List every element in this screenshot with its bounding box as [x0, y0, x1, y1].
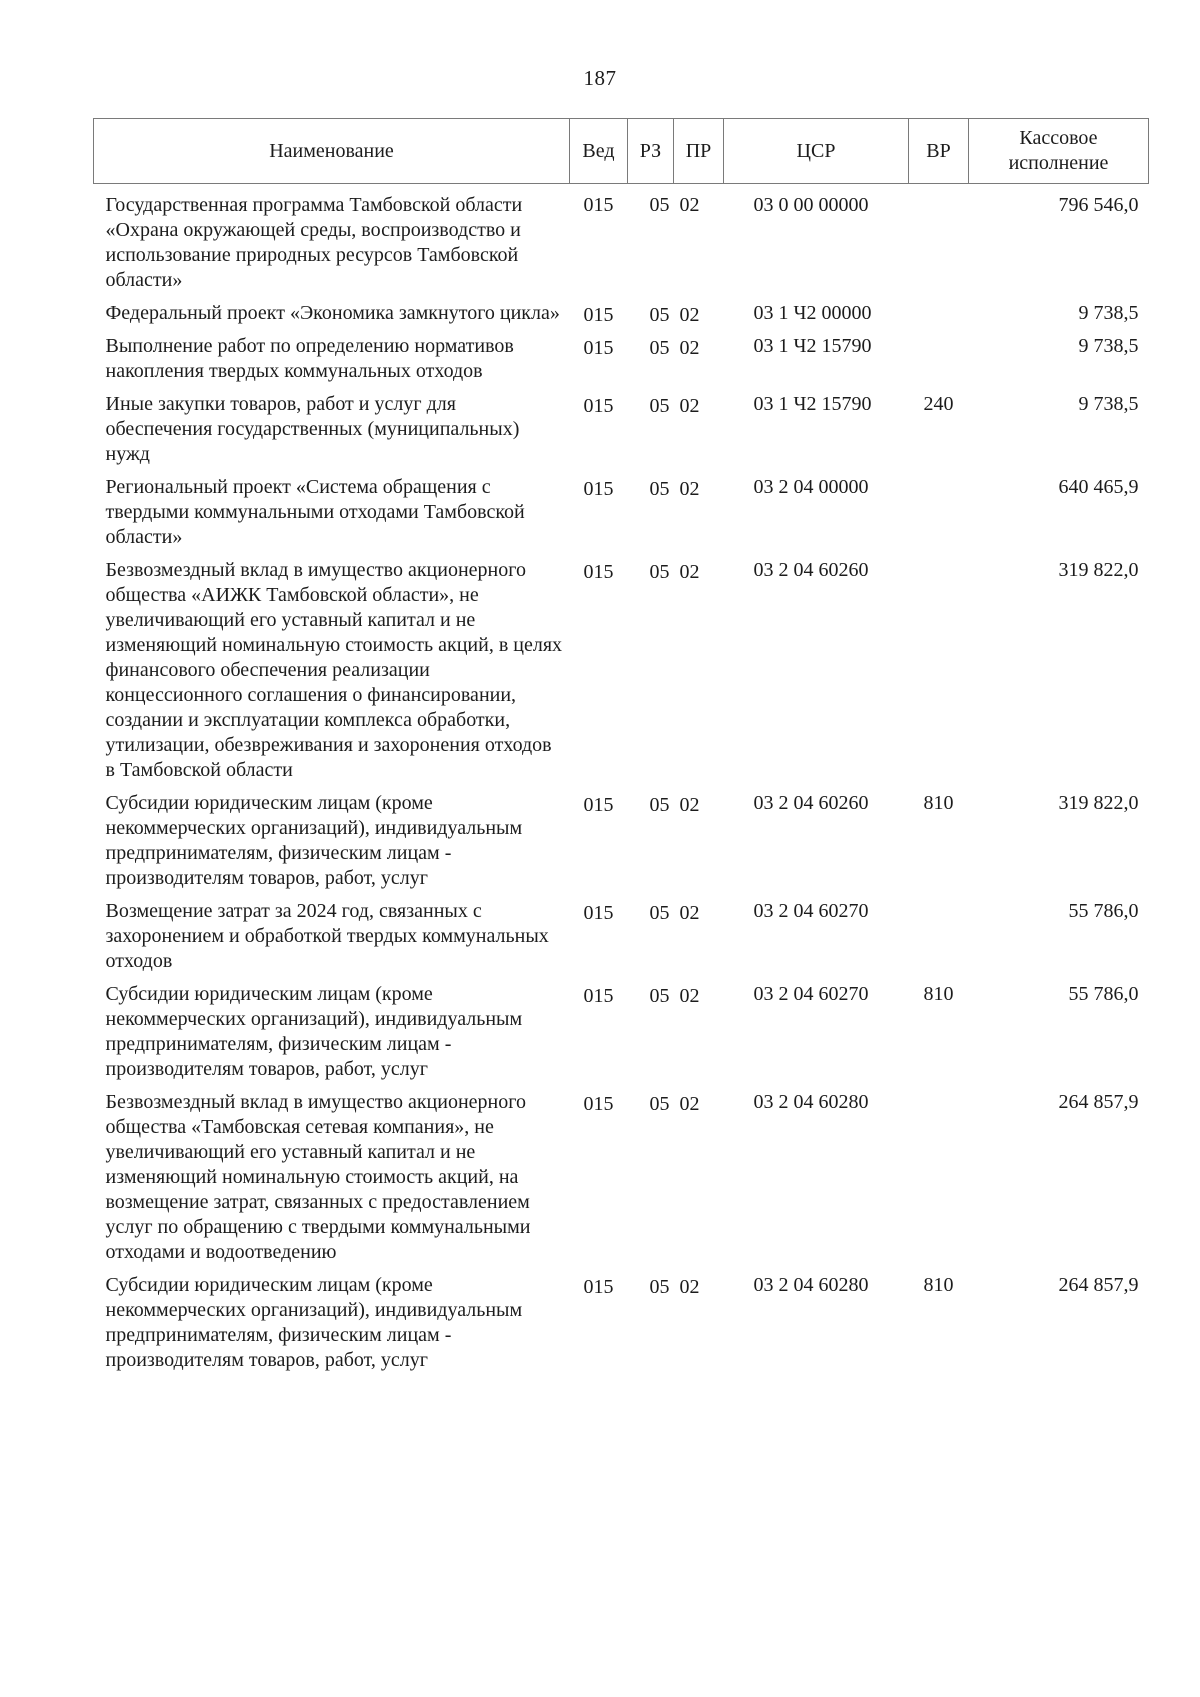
row-pr: 02	[679, 194, 700, 216]
row-pr: 02	[679, 1276, 700, 1298]
row-pr: 02	[679, 902, 700, 924]
row-vr: 240	[923, 393, 954, 415]
table-header	[94, 119, 1149, 184]
row-pr: 02	[679, 395, 700, 417]
header-csr: ЦСР	[724, 119, 909, 184]
row-csr: 03 2 04 00000	[753, 476, 869, 498]
header-name: Наименование	[94, 119, 570, 184]
row-ved: 015	[583, 478, 614, 500]
row-vr	[909, 899, 969, 982]
table-row	[94, 899, 1149, 982]
row-rz: 05	[649, 478, 670, 500]
row-ved: 015	[583, 304, 614, 326]
row-csr: 03 2 04 60270	[753, 983, 869, 1005]
row-name: Федеральный проект «Экономика замкнутого цикла»	[105, 302, 560, 324]
row-rz: 05	[649, 985, 670, 1007]
row-rz: 05	[649, 1093, 670, 1115]
row-cash-execution: 9 738,5	[1078, 393, 1139, 415]
row-cash-execution: 9 738,5	[1078, 302, 1139, 324]
table-row	[94, 982, 1149, 1090]
table-row	[94, 301, 1149, 334]
row-ved: 015	[583, 1093, 614, 1115]
table-row	[94, 392, 1149, 475]
row-ved: 015	[583, 194, 614, 216]
row-rz: 05	[649, 337, 670, 359]
row-ved: 015	[583, 985, 614, 1007]
row-pr: 02	[679, 1093, 700, 1115]
row-rz: 05	[649, 304, 670, 326]
header-cash-execution: Кассовое исполнение	[969, 119, 1149, 184]
header-rz: РЗ	[628, 119, 674, 184]
row-cash-execution: 264 857,9	[1058, 1091, 1139, 1113]
row-pr: 02	[679, 304, 700, 326]
row-csr: 03 1 Ч2 15790	[753, 393, 872, 415]
row-name: Субсидии юридическим лицам (кроме некоммерческих организаций), индивидуальным предпринимателям, физическим лицам - производителям товаров, работ, услуг	[105, 1274, 523, 1371]
row-rz: 05	[649, 561, 670, 583]
header-pr: ПР	[674, 119, 724, 184]
row-cash-execution: 55 786,0	[1068, 900, 1139, 922]
row-name: Субсидии юридическим лицам (кроме некоммерческих организаций), индивидуальным предпринимателям, физическим лицам - производителям товаров, работ, услуг	[105, 792, 523, 889]
row-ved: 015	[583, 337, 614, 359]
row-csr: 03 0 00 00000	[753, 194, 869, 216]
row-cash-execution: 319 822,0	[1058, 559, 1139, 581]
table-row	[94, 475, 1149, 558]
row-pr: 02	[679, 478, 700, 500]
row-cash-execution: 319 822,0	[1058, 792, 1139, 814]
row-cash-execution: 796 546,0	[1058, 194, 1139, 216]
row-cash-execution: 9 738,5	[1078, 335, 1139, 357]
row-name: Безвозмездный вклад в имущество акционерного общества «Тамбовская сетевая компания», не увеличивающий его уставный капитал и не изменяющий номинальную стоимость акций, на возмещение затрат, связанных с предоставлением услуг по обращению с твердыми коммунальными отходами и водоотведению	[105, 1091, 531, 1263]
row-name: Иные закупки товаров, работ и услуг для обеспечения государственных (муниципальных) нужд	[105, 393, 520, 465]
row-csr: 03 2 04 60280	[753, 1274, 869, 1296]
row-csr: 03 2 04 60260	[753, 559, 869, 581]
row-vr	[909, 301, 969, 334]
row-vr	[909, 334, 969, 392]
row-csr: 03 2 04 60260	[753, 792, 869, 814]
row-ved: 015	[583, 395, 614, 417]
row-rz: 05	[649, 395, 670, 417]
row-csr: 03 2 04 60270	[753, 900, 869, 922]
row-pr: 02	[679, 985, 700, 1007]
row-rz: 05	[649, 1276, 670, 1298]
table-row	[94, 184, 1149, 302]
row-name: Региональный проект «Система обращения с твердыми коммунальными отходами Тамбовской области»	[105, 476, 525, 548]
row-name: Государственная программа Тамбовской области «Охрана окружающей среды, воспроизводство и использование природных ресурсов Тамбовской области»	[105, 194, 523, 291]
page-number: 187	[583, 66, 617, 90]
row-name: Субсидии юридическим лицам (кроме некоммерческих организаций), индивидуальным предпринимателям, физическим лицам - производителям товаров, работ, услуг	[105, 983, 523, 1080]
table-row	[94, 1090, 1149, 1273]
row-csr: 03 1 Ч2 00000	[753, 302, 872, 324]
table-body	[94, 184, 1149, 1382]
row-cash-execution: 55 786,0	[1068, 983, 1139, 1005]
row-cash-execution: 264 857,9	[1058, 1274, 1139, 1296]
row-ved: 015	[583, 794, 614, 816]
table-row	[94, 791, 1149, 899]
header-vr: ВР	[909, 119, 969, 184]
row-vr: 810	[923, 792, 954, 814]
row-name: Безвозмездный вклад в имущество акционерного общества «АИЖК Тамбовской области», не увеличивающий его уставный капитал и не изменяющий номинальную стоимость акций, в целях финансового обеспечения реализации концессионного соглашения о финансировании, создании и эксплуатации комплекса обработки, утилизации, обезвреживания и захоронения отходов в Тамбовской области	[105, 559, 563, 781]
row-name: Выполнение работ по определению нормативов накопления твердых коммунальных отходов	[105, 335, 514, 382]
row-pr: 02	[679, 561, 700, 583]
row-rz: 05	[649, 794, 670, 816]
row-cash-execution: 640 465,9	[1058, 476, 1139, 498]
table-row	[94, 558, 1149, 791]
row-vr	[909, 184, 969, 302]
row-csr: 03 2 04 60280	[753, 1091, 869, 1113]
row-pr: 02	[679, 794, 700, 816]
row-vr	[909, 558, 969, 791]
row-pr: 02	[679, 337, 700, 359]
row-ved: 015	[583, 902, 614, 924]
row-rz: 05	[649, 902, 670, 924]
table-row	[94, 334, 1149, 392]
row-vr: 810	[923, 1274, 954, 1296]
row-vr	[909, 1090, 969, 1273]
row-name: Возмещение затрат за 2024 год, связанных с захоронением и обработкой твердых коммунальных отходов	[105, 900, 549, 972]
row-rz: 05	[649, 194, 670, 216]
budget-execution-table	[93, 118, 1149, 1381]
header-ved: Вед	[570, 119, 628, 184]
row-vr	[909, 475, 969, 558]
table-row	[94, 1273, 1149, 1381]
row-csr: 03 1 Ч2 15790	[753, 335, 872, 357]
row-ved: 015	[583, 561, 614, 583]
row-vr: 810	[923, 983, 954, 1005]
row-ved: 015	[583, 1276, 614, 1298]
